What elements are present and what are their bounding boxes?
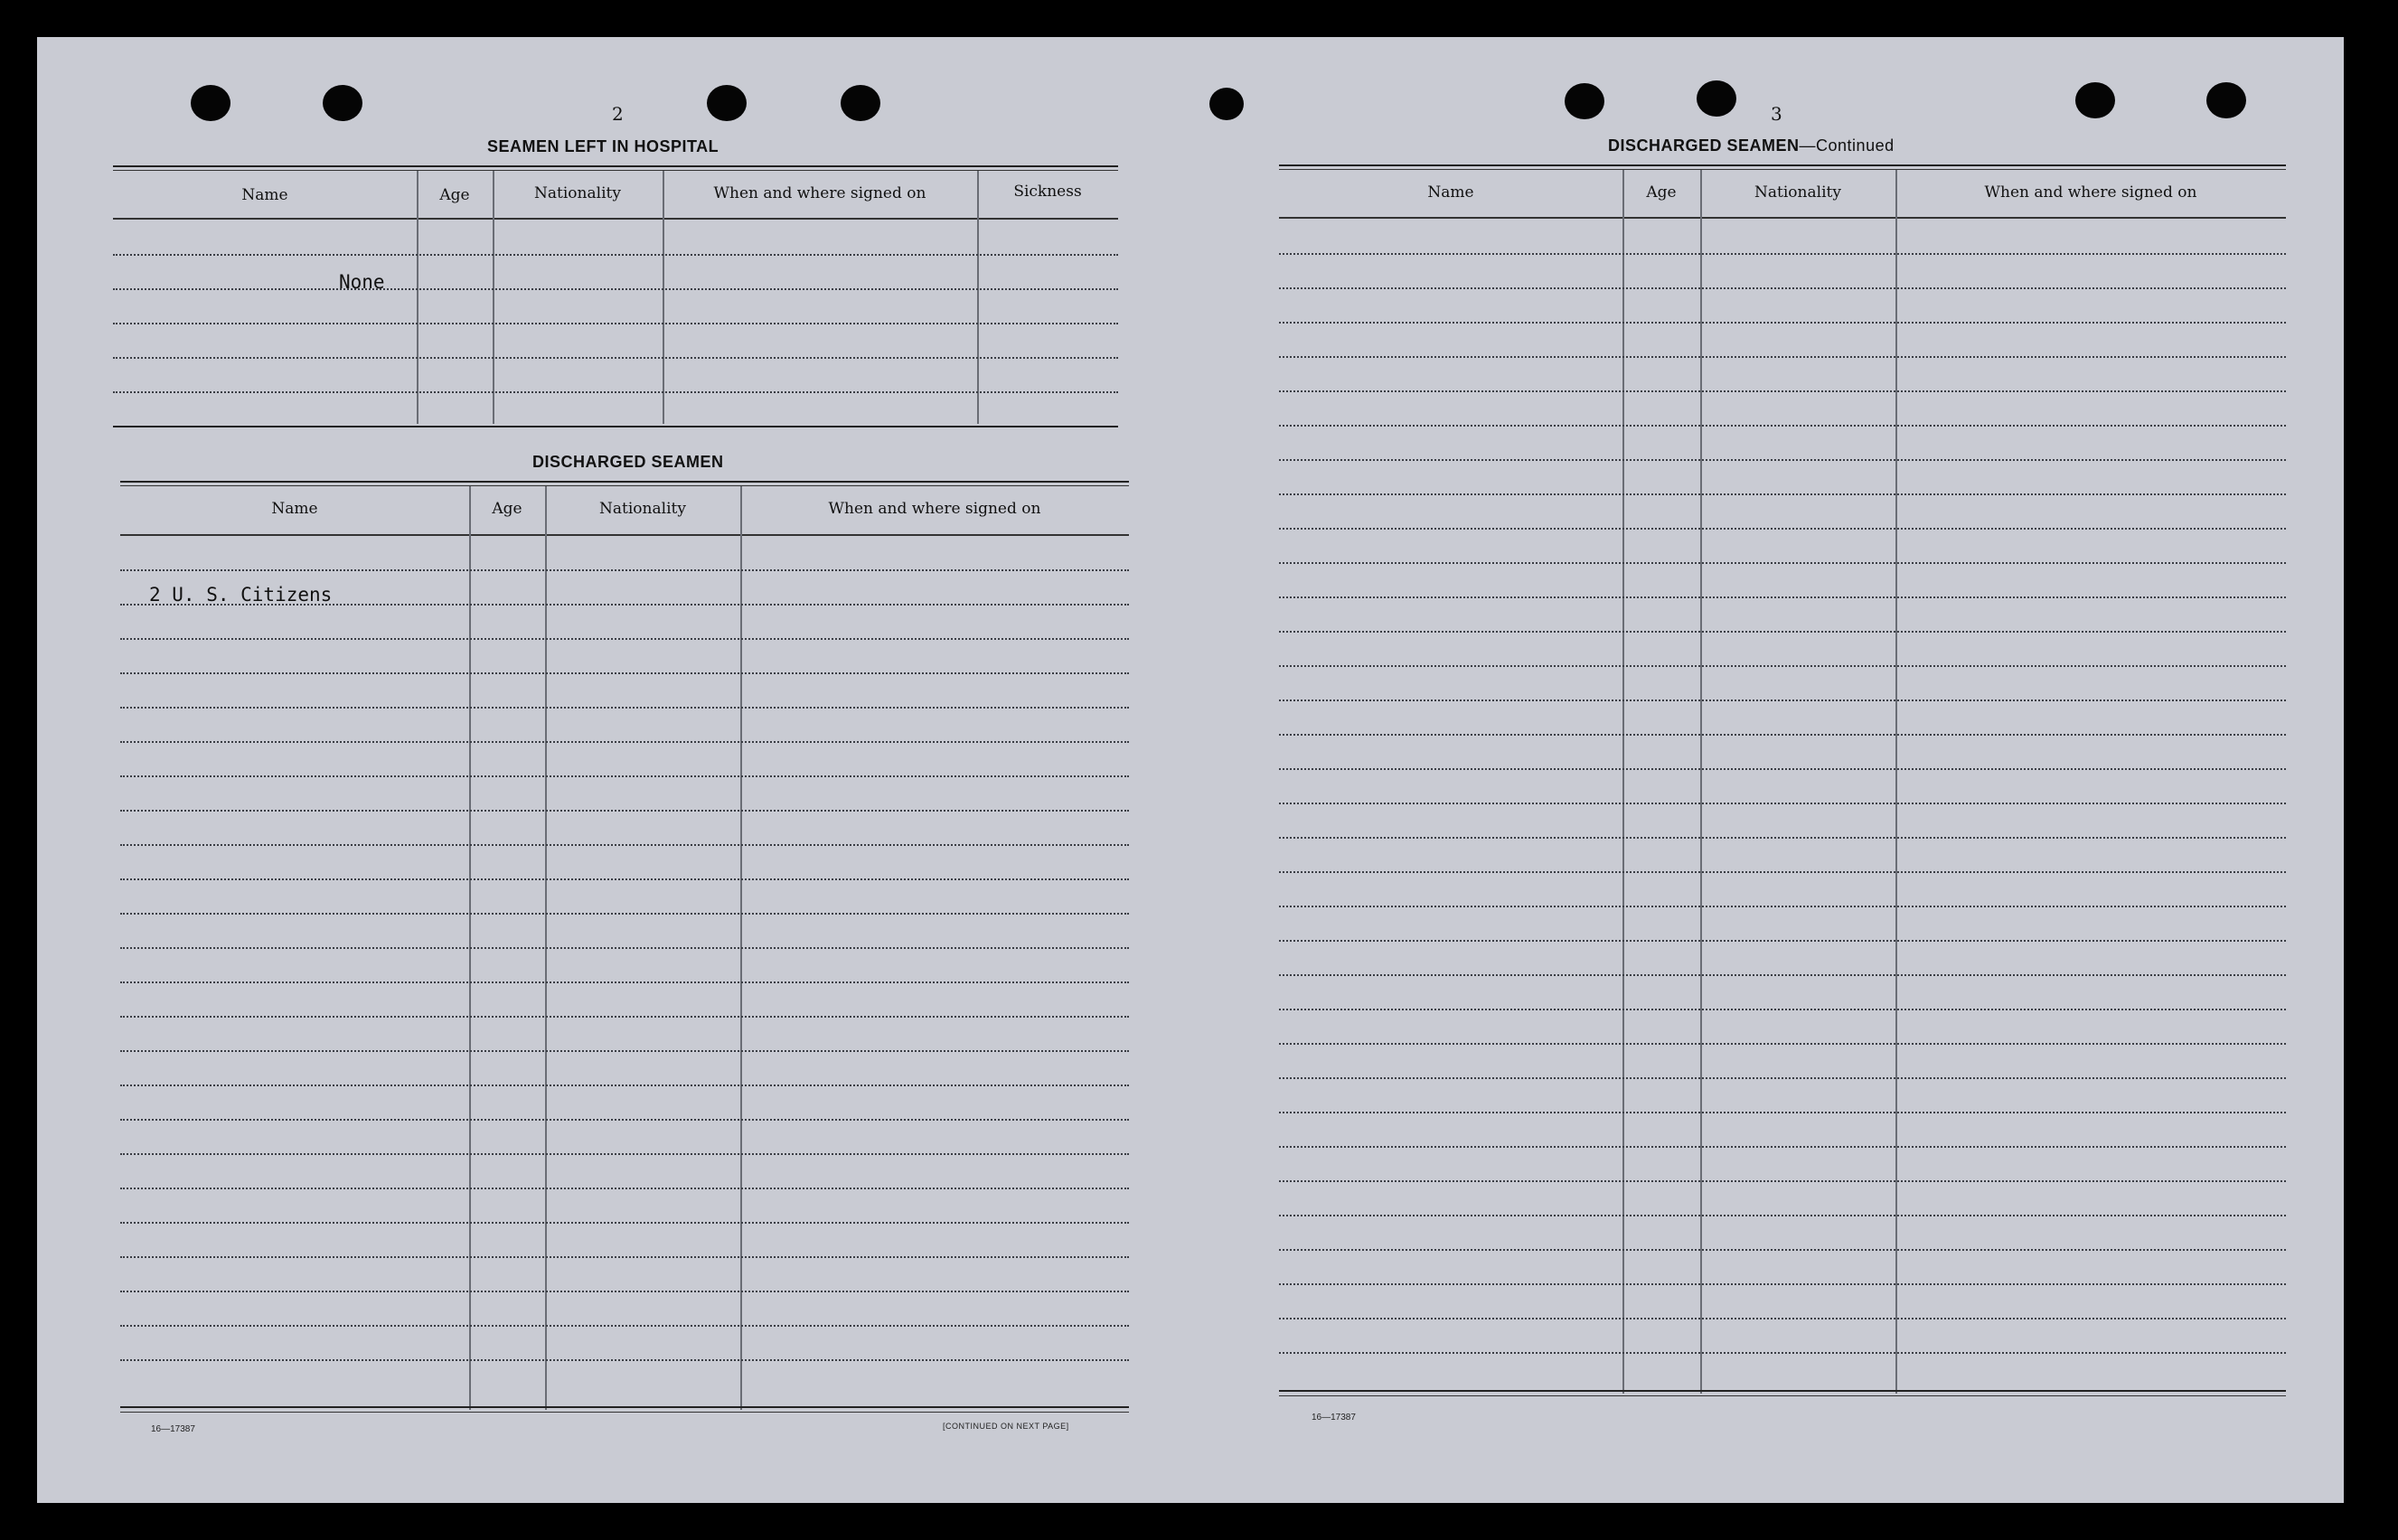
column-header-age: Age bbox=[439, 186, 470, 204]
hospital-entry: None bbox=[339, 271, 385, 293]
column-header-age: Age bbox=[492, 500, 522, 518]
discharged-title: DISCHARGED SEAMEN bbox=[532, 453, 724, 471]
form-code: 16—17387 bbox=[151, 1424, 195, 1434]
column-header-signed-on: When and where signed on bbox=[713, 184, 926, 202]
title-suffix: —Continued bbox=[1799, 136, 1895, 155]
page-number: 2 bbox=[612, 103, 624, 125]
discharged-continued-title bbox=[1608, 136, 1895, 155]
punch-hole bbox=[1209, 88, 1244, 120]
column-header-name: Name bbox=[271, 500, 318, 518]
page-number: 3 bbox=[1771, 103, 1782, 125]
form-code: 16—17387 bbox=[1312, 1413, 1356, 1423]
column-header-signed-on: When and where signed on bbox=[1984, 183, 2197, 202]
form-sheet bbox=[37, 37, 2344, 1503]
punch-hole bbox=[1565, 83, 1604, 119]
punch-hole bbox=[2206, 82, 2246, 118]
column-header-nationality: Nationality bbox=[599, 500, 686, 518]
title-text: DISCHARGED SEAMEN bbox=[1608, 136, 1800, 155]
discharged-entry: 2 U. S. Citizens bbox=[149, 584, 333, 606]
punch-hole bbox=[2075, 82, 2115, 118]
discharged-continued-table bbox=[1279, 164, 2286, 1412]
punch-hole bbox=[191, 85, 230, 121]
column-header-nationality: Nationality bbox=[534, 184, 621, 202]
column-header-nationality: Nationality bbox=[1754, 183, 1841, 202]
column-header-name: Name bbox=[1427, 183, 1474, 202]
column-header-age: Age bbox=[1646, 183, 1677, 202]
column-header-sickness: Sickness bbox=[1013, 183, 1082, 201]
column-header-name: Name bbox=[241, 186, 288, 204]
punch-hole bbox=[1697, 80, 1736, 117]
column-header-signed-on: When and where signed on bbox=[828, 500, 1041, 518]
continued-note: [CONTINUED ON NEXT PAGE] bbox=[943, 1422, 1069, 1431]
hospital-table bbox=[113, 165, 1118, 429]
punch-hole bbox=[707, 85, 747, 121]
punch-hole bbox=[323, 85, 362, 121]
discharged-table bbox=[120, 481, 1129, 1417]
punch-hole bbox=[841, 85, 880, 121]
hospital-title: SEAMEN LEFT IN HOSPITAL bbox=[487, 137, 719, 155]
